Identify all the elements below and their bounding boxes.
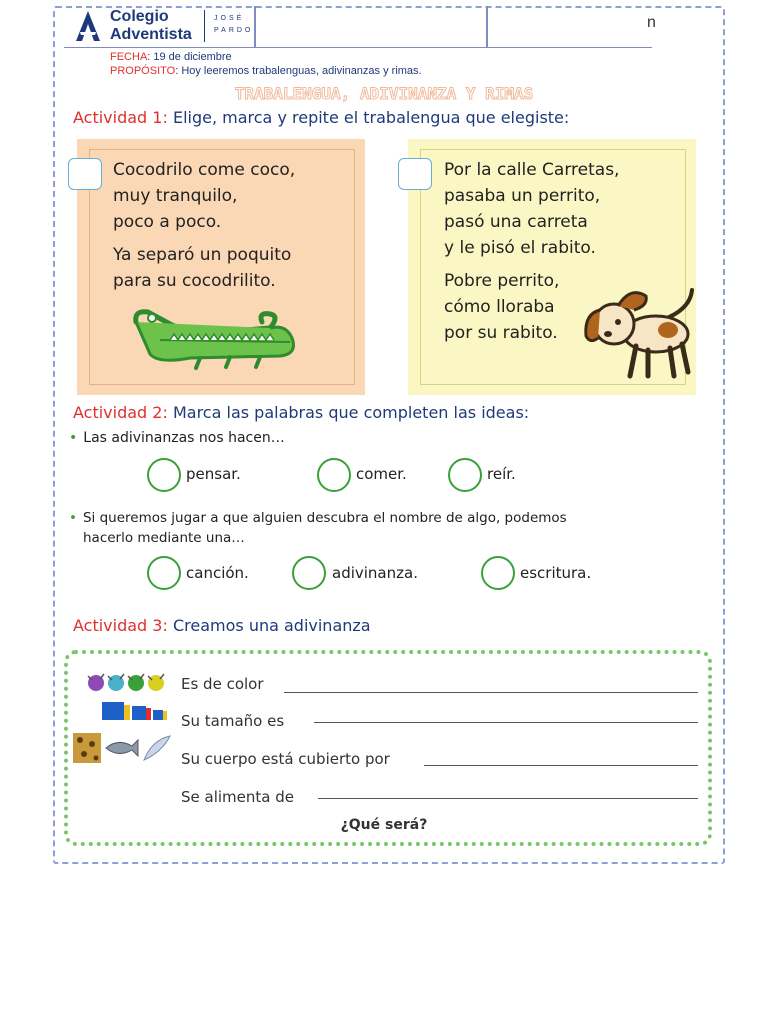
option-reir-label: reír. xyxy=(487,465,516,483)
option-adivinanza-label: adivinanza. xyxy=(332,564,418,582)
riddle-prompt-color: Es de color xyxy=(181,675,264,693)
header-fragment-text: n xyxy=(647,14,656,31)
dog-icon xyxy=(578,284,698,380)
header-divider xyxy=(254,6,256,48)
question-2-text-line-2: hacerlo mediante una… xyxy=(83,530,245,546)
purpose-line xyxy=(110,65,422,77)
school-logo-icon xyxy=(74,10,102,42)
poem-dog-stanza-2: Pobre perrito, cómo lloraba por su rabito. xyxy=(444,271,560,343)
purpose-value: : Hoy leeremos trabalenguas, adivinanzas y rimas. xyxy=(175,65,422,77)
riddle-answer-line-covering[interactable] xyxy=(424,765,698,766)
activity-1-number: Actividad 1: xyxy=(73,108,168,127)
poem-dog-stanza-1: Por la calle Carretas, pasaba un perrito, pasó una carreta y le pisó el rabito. xyxy=(444,160,620,258)
option-comer-label: comer. xyxy=(356,465,407,483)
option-pensar-label: pensar. xyxy=(186,465,241,483)
bullet-icon: • xyxy=(69,510,77,526)
question-1-text: Las adivinanzas nos hacen… xyxy=(83,430,285,446)
campus-name: JOSÉ PARDO xyxy=(214,15,254,34)
riddle-prompt-size: Su tamaño es xyxy=(181,712,285,730)
riddle-answer-line-size[interactable] xyxy=(314,722,698,723)
activity-2-number: Actividad 2: xyxy=(73,403,168,422)
question-2 xyxy=(69,508,567,548)
activity-2-instruction: Marca las palabras que completen las ideas: xyxy=(172,403,530,422)
riddle-answer-line-color[interactable] xyxy=(284,692,698,693)
option-comer-circle[interactable] xyxy=(317,458,351,492)
poem-crocodile-stanza-2: Ya separó un poquito para su cocodrilito. xyxy=(113,245,292,291)
question-2-text-line-1: Si queremos jugar a que alguien descubra el nombre de algo, podemos xyxy=(82,510,567,526)
header-divider xyxy=(486,6,488,48)
activity-1-heading xyxy=(73,108,569,127)
riddle-question: ¿Qué será? xyxy=(340,817,428,833)
select-crocodile-checkbox[interactable] xyxy=(68,158,102,190)
option-escritura-circle[interactable] xyxy=(481,556,515,590)
logo-separator xyxy=(204,10,205,42)
riddle-prompt-covering: Su cuerpo está cubierto por xyxy=(181,750,390,768)
paint-splats-icon xyxy=(84,670,174,696)
activity-3-instruction: Creamos una adivinanza xyxy=(172,616,371,635)
activity-2-heading xyxy=(73,403,529,422)
option-reir-circle[interactable] xyxy=(448,458,482,492)
riddle-answer-line-food[interactable] xyxy=(318,798,698,799)
poem-crocodile-stanza-1: Cocodrilo come coco, muy tranquilo, poco a poco. xyxy=(113,160,296,232)
activity-1-instruction: Elige, marca y repite el trabalengua que elegiste: xyxy=(172,108,570,127)
body-covering-icon xyxy=(72,732,172,764)
option-adivinanza-circle[interactable] xyxy=(292,556,326,590)
worksheet-title: TRABALENGUA, ADIVINANZA Y RIMAS xyxy=(234,84,534,103)
crocodile-icon xyxy=(130,302,306,372)
size-blocks-icon xyxy=(100,700,170,722)
date-value: : 19 de diciembre xyxy=(147,51,232,63)
date-line xyxy=(110,51,232,63)
purpose-label: PROPÓSITO xyxy=(110,65,176,77)
select-dog-checkbox[interactable] xyxy=(398,158,432,190)
option-cancion-label: canción. xyxy=(186,564,249,582)
question-1 xyxy=(69,428,285,448)
option-cancion-circle[interactable] xyxy=(147,556,181,590)
option-escritura-label: escritura. xyxy=(520,564,592,582)
date-label: FECHA xyxy=(110,51,148,63)
riddle-prompt-food: Se alimenta de xyxy=(181,788,294,806)
activity-3-heading xyxy=(73,616,371,635)
bullet-icon: • xyxy=(69,430,78,446)
school-name: Colegio Adventista xyxy=(110,8,192,43)
activity-3-number: Actividad 3: xyxy=(73,616,168,635)
option-pensar-circle[interactable] xyxy=(147,458,181,492)
